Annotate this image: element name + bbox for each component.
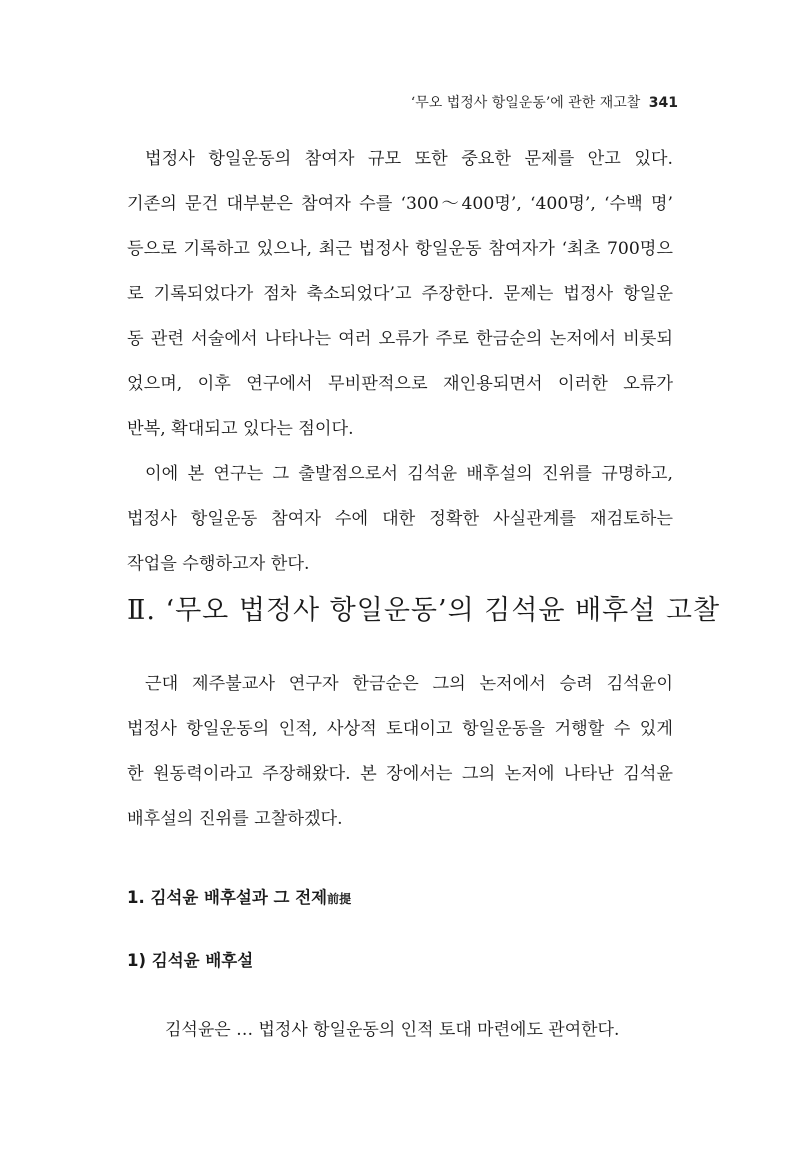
text-line: 반복, 확대되고 있다는 점이다. [127,419,354,439]
running-header [411,92,678,112]
text-line: 등으로 기록하고 있으나, 최근 법정사 항일운동 참여자가 ‘최초 700명으 [127,239,673,259]
text-line: 작업을 수행하고자 한다. [127,554,310,574]
subsection-title: 1. 김석윤 배후설과 그 전제 [127,888,328,907]
subsection-heading [127,884,351,908]
subsection-hanja: 前提 [327,892,352,906]
section-paragraph [127,662,673,842]
intro-paragraph-2 [127,452,673,587]
intro-paragraph-1 [127,137,673,452]
block-quote: 김석윤은 … 법정사 항일운동의 인적 토대 마련에도 관여한다. [165,1020,620,1040]
text-line: 법정사 항일운동의 참여자 규모 또한 중요한 문제를 안고 있다. [145,149,673,169]
page-number: 341 [648,95,678,111]
text-line: 로 기록되었다가 점차 축소되었다’고 주장한다. 문제는 법정사 항일운 [127,284,673,304]
text-line: 기존의 문건 대부분은 참여자 수를 ‘300～400명’, ‘400명’, ‘수백 명’ [127,194,673,214]
subsubsection-heading: 1) 김석윤 배후설 [127,951,254,970]
running-title: ‘무오 법정사 항일운동’에 관한 재고찰 [410,95,641,111]
text-line: 었으며, 이후 연구에서 무비판적으로 재인용되면서 이러한 오류가 [127,374,673,394]
text-line: 배후설의 진위를 고찰하겠다. [127,809,343,829]
text-line: 근대 제주불교사 연구자 한금순은 그의 논저에서 승려 김석윤이 [145,674,673,694]
section-heading: Ⅱ. ‘무오 법정사 항일운동’의 김석윤 배후설 고찰 [127,595,721,626]
text-line: 법정사 항일운동의 인적, 사상적 토대이고 항일운동을 거행할 수 있게 [127,719,673,739]
text-line: 한 원동력이라고 주장해왔다. 본 장에서는 그의 논저에 나타난 김석윤 [127,764,673,784]
text-line: 법정사 항일운동 참여자 수에 대한 정확한 사실관계를 재검토하는 [127,509,673,529]
text-line: 이에 본 연구는 그 출발점으로서 김석윤 배후설의 진위를 규명하고, [145,464,673,484]
text-line: 동 관련 서술에서 나타나는 여러 오류가 주로 한금순의 논저에서 비롯되 [127,329,673,349]
